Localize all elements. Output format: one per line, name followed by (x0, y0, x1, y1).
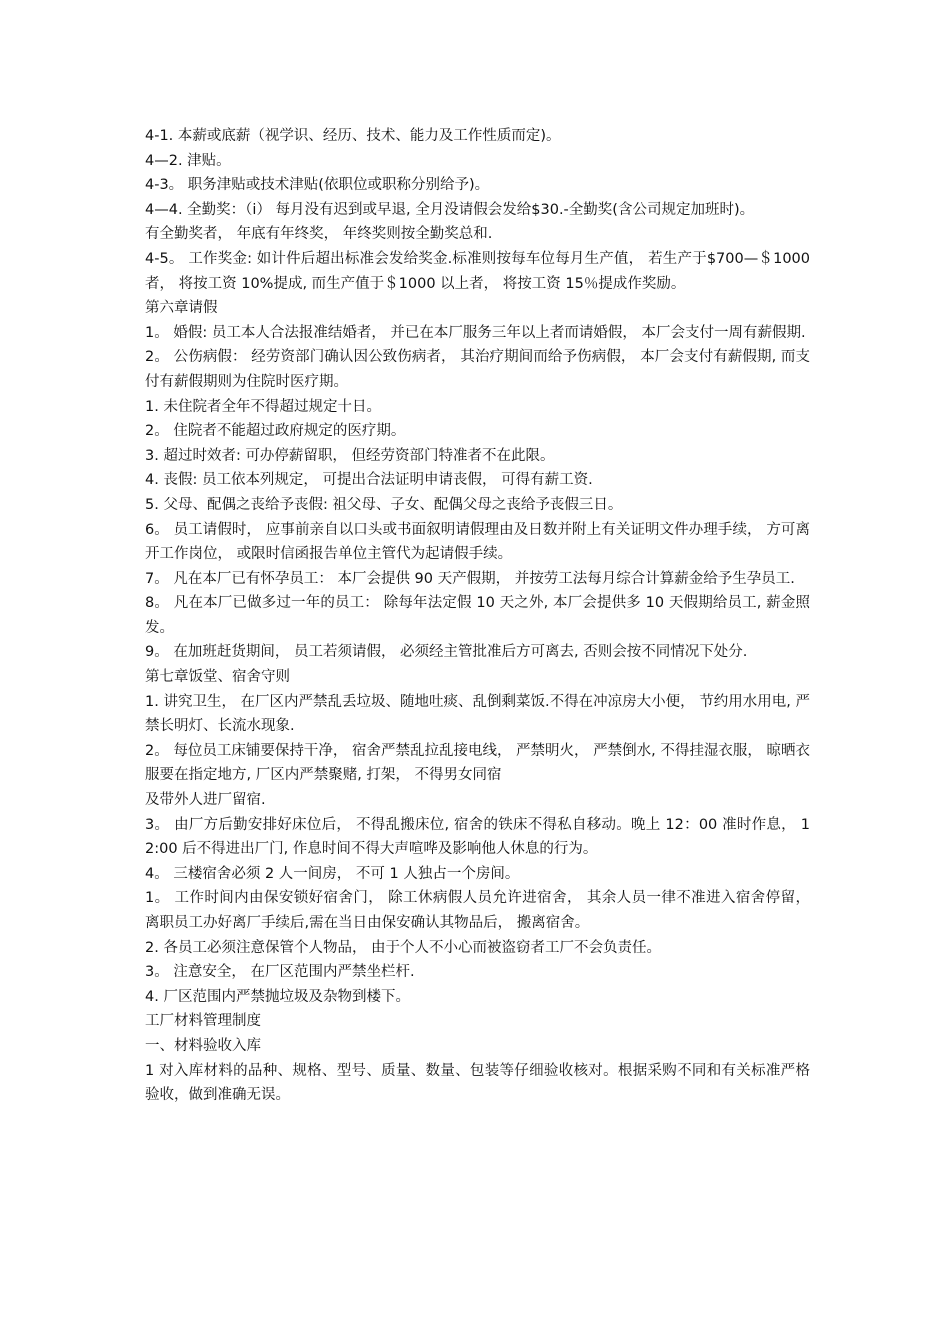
paragraph-5: 有全勤奖者， 年底有年终奖， 年终奖则按全勤奖总和. (145, 226, 493, 243)
paragraph-14: 5. 父母、配偶之丧给予丧假: 祖父母、子女、配偶父母之丧给予丧假三日。 (145, 496, 623, 513)
paragraph-12: 3. 超过时效者: 可办停薪留职， 但经劳资部门特准者不在此限。 (145, 447, 555, 464)
paragraph-8: 1。 婚假: 员工本人合法报准结婚者， 并已在本厂服务三年以上者而请婚假， 本厂会支付一周有薪假期. (145, 324, 806, 341)
chapter-heading-7: 第七章饭堂、宿舍守则 (145, 669, 290, 686)
paragraph-31: 1 对入库材料的品种、规格、型号、质量、数量、包装等仔细验收核对。根据采购不同和有关标准严格验收，做到准确无误。 (145, 1062, 810, 1104)
paragraph-15: 6。 员工请假时， 应事前亲自以口头或书面叙明请假理由及日数并附上有关证明文件办理手续， 方可离开工作岗位， 或限时信函报告单位主管代为起请假手续。 (145, 521, 810, 563)
paragraph-22: 及带外人进厂留宿. (145, 792, 266, 809)
paragraph-27: 3。 注意安全， 在厂区范围内严禁坐栏杆. (145, 964, 415, 981)
paragraph-6: 4-5。 工作奖金: 如计件后超出标准会发给奖金.标准则按每车位每月生产值， 若生产于$700—＄1000 者， 将按工资 10%提成, 而生产值于＄1000 以上者， 将按工资 15％提成作奖励。 (145, 250, 810, 292)
paragraph-20: 1. 讲究卫生， 在厂区内严禁乱丢垃圾、随地吐痰、乱倒剩菜饭.不得在冲凉房大小便， 节约用水用电, 严禁长明灯、长流水现象. (145, 693, 810, 735)
paragraph-25: 1。 工作时间内由保安锁好宿舍门， 除工休病假人员允许进宿舍， 其余人员一律不准进入宿舍停留， 离职员工办好离厂手续后,需在当日由保安确认其物品后， 搬离宿舍。 (145, 890, 810, 931)
paragraph-21: 2。 每位员工床铺要保持干净， 宿舍严禁乱拉乱接电线， 严禁明火， 严禁倒水, 不得挂湿衣服， 晾晒衣服要在指定地方, 厂区内严禁聚赌, 打架， 不得男女同宿 (145, 742, 810, 784)
paragraph-2: 4—2. 津贴。 (145, 152, 231, 169)
paragraph-28: 4. 厂区范围内严禁抛垃圾及杂物到楼下。 (145, 988, 410, 1005)
paragraph-13: 4. 丧假: 员工依本列规定， 可提出合法证明申请丧假， 可得有薪工资. (145, 472, 593, 489)
paragraph-18: 9。 在加班赶货期间， 员工若须请假， 必须经主管批准后方可离去, 否则会按不同情况下处分. (145, 644, 748, 661)
paragraph-10: 1. 未住院者全年不得超过规定十日。 (145, 398, 381, 415)
document-body (145, 124, 810, 1108)
paragraph-17: 8。 凡在本厂已做多过一年的员工： 除每年法定假 10 天之外, 本厂会提供多 10 天假期给员工, 薪金照发。 (145, 595, 810, 636)
paragraph-16: 7。 凡在本厂已有怀孕员工： 本厂会提供 90 天产假期， 并按劳工法每月综合计算薪金给予生孕员工. (145, 570, 795, 587)
paragraph-4: 4—4. 全勤奖：（i） 每月没有迟到或早退, 全月没请假会发给$30.-全勤奖(含公司规定加班时)。 (145, 201, 755, 218)
paragraph-26: 2. 各员工必须注意保管个人物品， 由于个人不小心而被盗窃者工厂不会负责任。 (145, 939, 662, 956)
paragraph-23: 3。 由厂方后勤安排好床位后， 不得乱搬床位, 宿舍的铁床不得私自移动。晚上 12：00 准时作息， 12:00 后不得进出厂门, 作息时间不得大声喧哗及影响他人休息的行为。 (145, 816, 810, 858)
subsection-heading-receiving: 一、材料验收入库 (145, 1037, 261, 1054)
paragraph-9: 2。 公伤病假： 经劳资部门确认因公致伤病者， 其治疗期间而给予伤病假， 本厂会支付有薪假期, 而支付有薪假期则为住院时医疗期。 (145, 349, 810, 390)
section-heading-materials: 工厂材料管理制度 (145, 1013, 261, 1030)
paragraph-24: 4。 三楼宿舍必须 2 人一间房， 不可 1 人独占一个房间。 (145, 865, 520, 882)
paragraph-1: 4-1. 本薪或底薪（视学识、经历、技术、能力及工作性质而定)。 (145, 128, 561, 144)
paragraph-11: 2。 住院者不能超过政府规定的医疗期。 (145, 423, 406, 440)
chapter-heading-6: 第六章请假 (145, 300, 218, 317)
paragraph-3: 4-3。 职务津贴或技术津贴(依职位或职称分别给予)。 (145, 177, 490, 194)
